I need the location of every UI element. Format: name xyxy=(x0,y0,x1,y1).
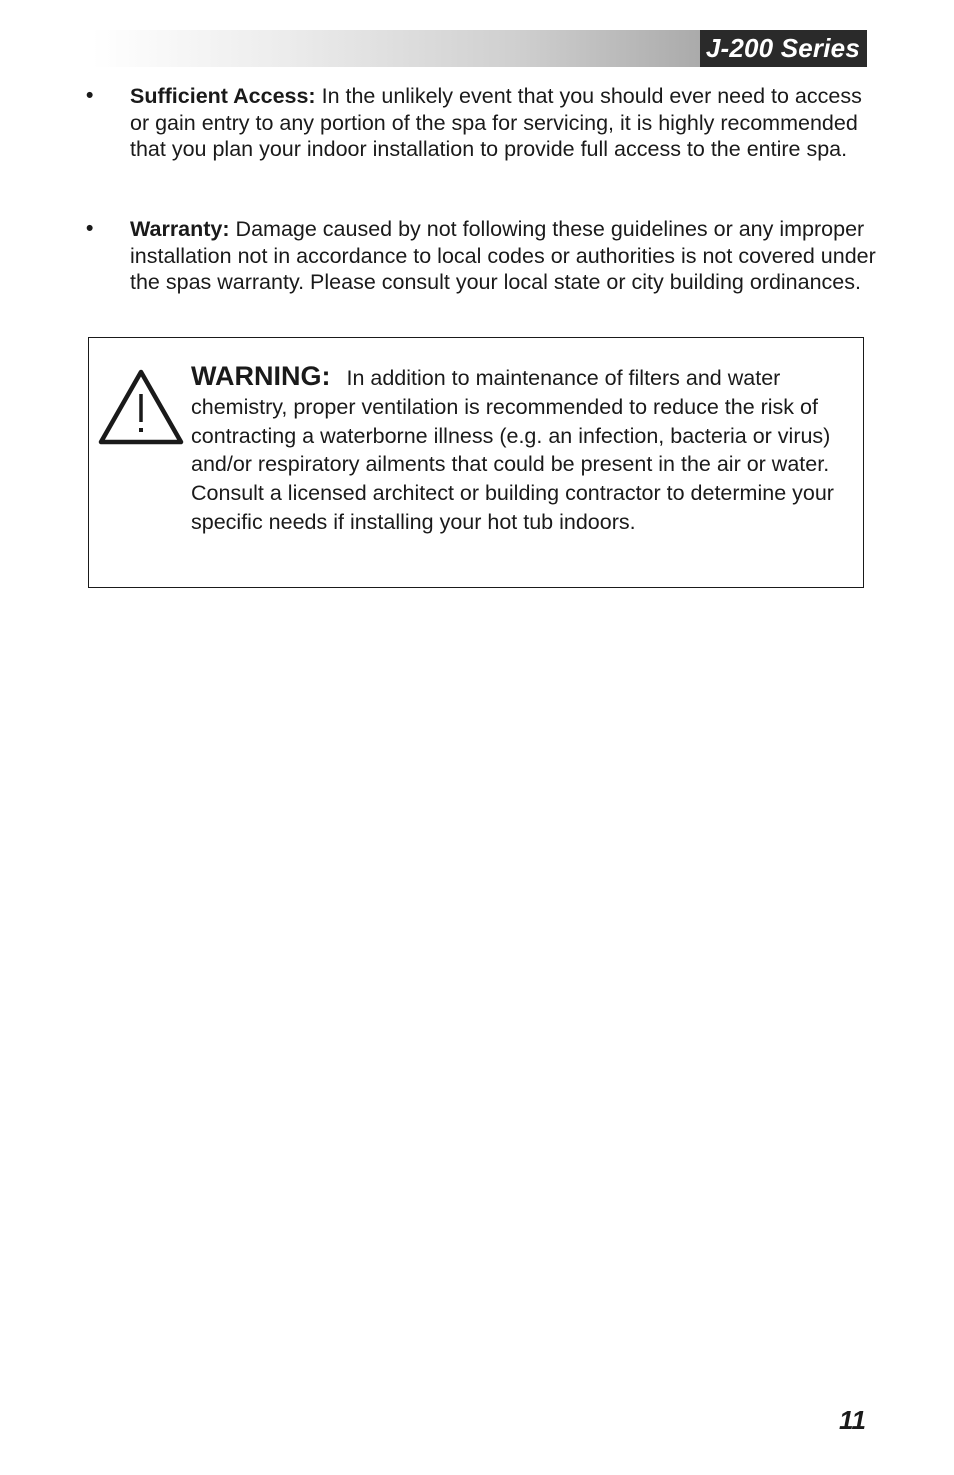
bullet-marker: • xyxy=(86,217,94,240)
bullet-warranty xyxy=(86,216,876,296)
page-number: 11 xyxy=(839,1405,866,1435)
warning-box xyxy=(88,337,864,588)
warning-label: WARNING: xyxy=(191,361,331,391)
bullet-sufficient-access xyxy=(86,83,876,163)
bullet-label: Sufficient Access: xyxy=(130,84,316,108)
bullet-body xyxy=(130,216,876,296)
bullet-body xyxy=(130,83,876,163)
bullet-text: In the unlikely event that you should ever need to access or gain entry to any portion of the spa for servicing, it is highly recommended that you plan your indoor installation to provide full access to the entire spa. xyxy=(130,84,862,161)
bullet-text: Damage caused by not following these guidelines or any improper installation not in accordance to local codes or authorities is not covered under the spas warranty. Please consult your local state or city building ordinances. xyxy=(130,217,876,294)
bullet-marker: • xyxy=(86,84,94,107)
header-bar xyxy=(92,30,867,67)
series-title: J-200 Series xyxy=(705,33,860,63)
warning-triangle-icon xyxy=(97,368,185,446)
warning-text: In addition to maintenance of filters and water chemistry, proper ventilation is recommended to reduce the risk of contracting a waterborne illness (e.g. an infection, bacteria or virus) and/or respiratory ailments that could be present in the air or water. Consult a licensed architect or building contractor to determine your specific needs if installing your hot tub indoors. xyxy=(191,366,834,534)
bullet-label: Warranty: xyxy=(130,217,230,241)
header-title-box xyxy=(700,30,867,67)
warning-content xyxy=(191,362,851,537)
